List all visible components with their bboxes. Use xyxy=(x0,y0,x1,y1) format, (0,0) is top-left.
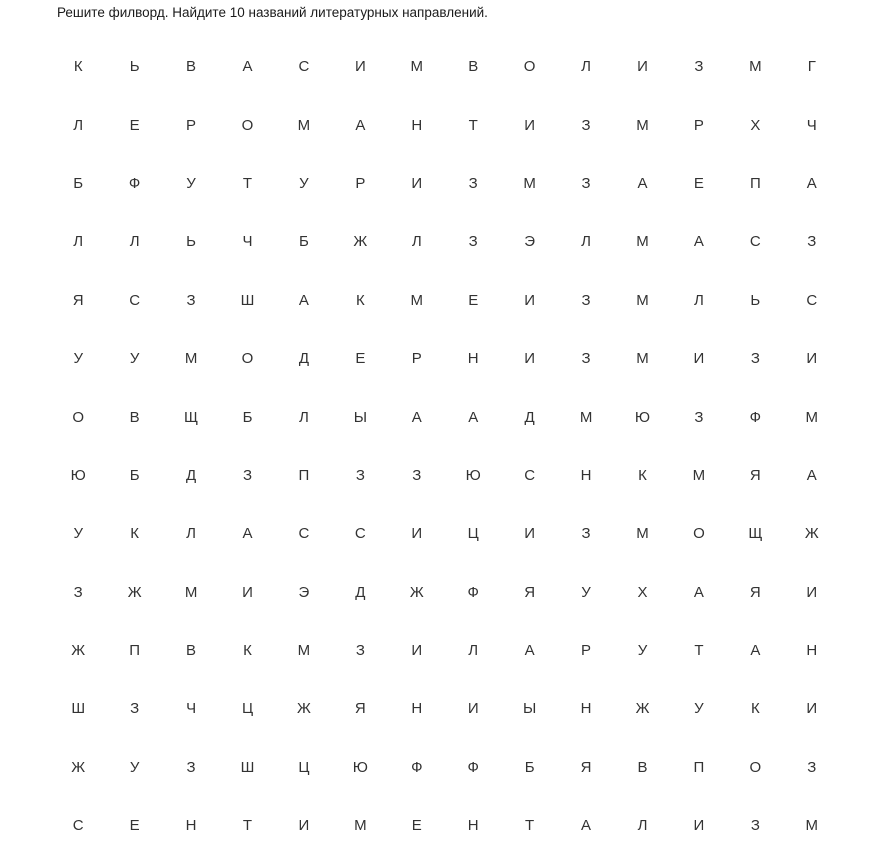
grid-cell[interactable]: Ш xyxy=(240,758,255,776)
grid-cell[interactable]: П xyxy=(693,758,705,776)
grid-cell[interactable]: А xyxy=(637,174,648,192)
grid-cell[interactable]: М xyxy=(354,817,367,835)
grid-cell[interactable]: Н xyxy=(467,350,479,368)
grid-cell[interactable]: Е xyxy=(129,817,140,835)
grid-cell[interactable]: М xyxy=(636,233,649,251)
grid-cell[interactable]: К xyxy=(638,466,647,484)
grid-cell[interactable]: Ч xyxy=(242,233,253,251)
grid-cell[interactable]: М xyxy=(636,350,649,368)
grid-cell[interactable]: И xyxy=(693,350,705,368)
grid-cell[interactable]: Р xyxy=(693,116,704,134)
grid-cell[interactable]: М xyxy=(184,583,198,601)
grid-cell[interactable]: Ж xyxy=(71,758,86,776)
grid-cell[interactable]: Ц xyxy=(298,758,310,776)
grid-cell[interactable]: М xyxy=(805,817,819,835)
grid-cell[interactable]: Ф xyxy=(128,174,141,192)
grid-cell[interactable]: З xyxy=(581,350,591,368)
grid-cell[interactable]: И xyxy=(693,817,705,835)
grid-cell[interactable]: М xyxy=(749,58,762,76)
grid-cell[interactable]: Щ xyxy=(184,408,199,426)
grid-cell[interactable]: Л xyxy=(299,408,309,426)
grid-cell[interactable]: А xyxy=(806,466,817,484)
grid-cell[interactable]: З xyxy=(694,408,704,426)
grid-cell[interactable]: Н xyxy=(467,817,479,835)
grid-cell[interactable]: Ж xyxy=(127,583,142,601)
grid-cell[interactable]: Ю xyxy=(352,758,368,776)
grid-cell[interactable]: М xyxy=(636,116,649,134)
grid-cell[interactable]: Ф xyxy=(411,758,423,776)
grid-cell[interactable]: С xyxy=(524,466,536,484)
grid-cell[interactable]: Ж xyxy=(71,642,86,660)
grid-cell[interactable]: К xyxy=(243,642,252,660)
grid-cell[interactable]: М xyxy=(805,408,819,426)
grid-cell[interactable]: Л xyxy=(73,233,84,251)
grid-cell[interactable]: И xyxy=(242,583,253,601)
grid-cell[interactable]: Н xyxy=(580,700,592,718)
grid-cell[interactable]: И xyxy=(806,583,818,601)
grid-cell[interactable]: И xyxy=(354,58,366,76)
grid-cell[interactable]: У xyxy=(299,174,309,192)
grid-cell[interactable]: Б xyxy=(242,408,253,426)
grid-cell[interactable]: З xyxy=(581,174,591,192)
grid-cell[interactable]: З xyxy=(242,466,253,484)
grid-cell[interactable]: Б xyxy=(129,466,140,484)
grid-cell[interactable]: Т xyxy=(525,817,535,835)
grid-cell[interactable]: А xyxy=(524,642,535,660)
grid-cell[interactable]: З xyxy=(186,758,196,776)
grid-cell[interactable]: Ш xyxy=(71,700,86,718)
grid-cell[interactable]: Н xyxy=(185,817,197,835)
grid-cell[interactable]: Б xyxy=(299,233,309,251)
grid-cell[interactable]: Е xyxy=(411,817,422,835)
grid-cell[interactable]: З xyxy=(581,116,591,134)
grid-cell[interactable]: Я xyxy=(580,758,592,776)
grid-cell[interactable]: М xyxy=(410,291,424,309)
grid-cell[interactable]: П xyxy=(749,174,761,192)
grid-cell[interactable]: Ж xyxy=(409,583,424,601)
grid-cell[interactable]: В xyxy=(186,642,197,660)
grid-cell[interactable]: О xyxy=(241,116,254,134)
grid-cell[interactable]: К xyxy=(750,700,760,718)
grid-cell[interactable]: У xyxy=(694,700,704,718)
grid-cell[interactable]: З xyxy=(750,817,760,835)
grid-cell[interactable]: В xyxy=(637,758,648,776)
grid-cell[interactable]: А xyxy=(298,291,309,309)
grid-cell[interactable]: З xyxy=(355,642,365,660)
grid-cell[interactable]: Ю xyxy=(634,408,651,426)
grid-cell[interactable]: У xyxy=(129,758,140,776)
grid-cell[interactable]: У xyxy=(73,350,83,368)
grid-cell[interactable]: Ь xyxy=(186,233,196,251)
grid-cell[interactable]: Т xyxy=(242,817,253,835)
grid-cell[interactable]: И xyxy=(806,350,818,368)
grid-cell[interactable]: Ч xyxy=(186,700,197,718)
grid-cell[interactable]: З xyxy=(807,233,817,251)
grid-cell[interactable]: М xyxy=(692,466,706,484)
grid-cell[interactable]: Р xyxy=(581,642,592,660)
grid-cell[interactable]: Ц xyxy=(241,700,254,718)
grid-cell[interactable]: Д xyxy=(185,466,197,484)
grid-cell[interactable]: Я xyxy=(749,466,761,484)
grid-cell[interactable]: С xyxy=(129,291,141,309)
grid-cell[interactable]: А xyxy=(242,58,253,76)
grid-cell[interactable]: Н xyxy=(806,642,818,660)
grid-cell[interactable]: С xyxy=(354,525,366,543)
grid-cell[interactable]: Л xyxy=(73,116,84,134)
grid-cell[interactable]: Н xyxy=(580,466,592,484)
grid-cell[interactable]: И xyxy=(524,525,536,543)
grid-cell[interactable]: Ф xyxy=(749,408,762,426)
grid-cell[interactable]: М xyxy=(410,58,424,76)
grid-cell[interactable]: Э xyxy=(524,233,536,251)
grid-cell[interactable]: Г xyxy=(807,58,816,76)
grid-cell[interactable]: Е xyxy=(129,116,140,134)
grid-cell[interactable]: Ю xyxy=(70,466,86,484)
grid-cell[interactable]: Р xyxy=(411,350,422,368)
grid-cell[interactable]: О xyxy=(241,350,254,368)
grid-cell[interactable]: З xyxy=(468,233,478,251)
grid-cell[interactable]: П xyxy=(298,466,310,484)
grid-cell[interactable]: Ф xyxy=(467,583,479,601)
grid-cell[interactable]: Д xyxy=(298,350,309,368)
grid-cell[interactable]: Б xyxy=(73,174,84,192)
grid-cell[interactable]: А xyxy=(242,525,253,543)
grid-cell[interactable]: З xyxy=(412,466,422,484)
grid-cell[interactable]: З xyxy=(73,583,83,601)
grid-cell[interactable]: М xyxy=(579,408,593,426)
grid-cell[interactable]: И xyxy=(411,642,423,660)
grid-cell[interactable]: Ж xyxy=(353,233,368,251)
grid-cell[interactable]: Ь xyxy=(129,58,140,76)
grid-cell[interactable]: А xyxy=(693,583,704,601)
grid-cell[interactable]: Л xyxy=(186,525,196,543)
grid-cell[interactable]: К xyxy=(73,58,83,76)
grid-cell[interactable]: Ы xyxy=(353,408,367,426)
grid-cell[interactable]: М xyxy=(184,350,198,368)
grid-cell[interactable]: Е xyxy=(693,174,704,192)
grid-cell[interactable]: Э xyxy=(298,583,310,601)
grid-cell[interactable]: Х xyxy=(637,583,648,601)
grid-cell[interactable]: С xyxy=(72,817,84,835)
grid-cell[interactable]: У xyxy=(637,642,648,660)
grid-cell[interactable]: Л xyxy=(637,817,648,835)
grid-cell[interactable]: Ы xyxy=(522,700,537,718)
grid-cell[interactable]: К xyxy=(355,291,365,309)
grid-cell[interactable]: У xyxy=(129,350,140,368)
grid-cell[interactable]: А xyxy=(693,233,704,251)
grid-cell[interactable]: Б xyxy=(524,758,535,776)
grid-cell[interactable]: Т xyxy=(242,174,253,192)
grid-cell[interactable]: К xyxy=(130,525,139,543)
grid-cell[interactable]: Ч xyxy=(806,116,817,134)
grid-cell[interactable]: Я xyxy=(72,291,84,309)
grid-cell[interactable]: В xyxy=(468,58,479,76)
grid-cell[interactable]: Е xyxy=(468,291,479,309)
grid-cell[interactable]: И xyxy=(467,700,479,718)
grid-cell[interactable]: Н xyxy=(411,116,423,134)
grid-cell[interactable]: В xyxy=(186,58,197,76)
grid-cell[interactable]: У xyxy=(581,583,591,601)
grid-cell[interactable]: И xyxy=(806,700,818,718)
grid-cell[interactable]: С xyxy=(298,58,310,76)
grid-cell[interactable]: В xyxy=(129,408,140,426)
grid-cell[interactable]: З xyxy=(694,58,704,76)
instruction-text: Решите филворд. Найдите 10 названий литературных направлений. xyxy=(57,5,488,20)
grid-cell[interactable]: Л xyxy=(411,233,422,251)
grid-cell[interactable]: Д xyxy=(524,408,535,426)
grid-cell[interactable]: Т xyxy=(694,642,704,660)
grid-cell[interactable]: Н xyxy=(411,700,423,718)
grid-cell[interactable]: О xyxy=(693,525,705,543)
grid-cell[interactable]: И xyxy=(298,817,310,835)
grid-cell[interactable]: Р xyxy=(355,174,366,192)
grid-cell[interactable]: Л xyxy=(581,233,591,251)
grid-cell[interactable]: А xyxy=(468,408,479,426)
grid-cell[interactable]: У xyxy=(73,525,83,543)
grid-cell[interactable]: Т xyxy=(468,116,478,134)
grid-cell[interactable]: Ш xyxy=(240,291,255,309)
grid-cell[interactable]: А xyxy=(750,642,761,660)
grid-cell[interactable]: Я xyxy=(354,700,366,718)
grid-cell[interactable]: З xyxy=(186,291,196,309)
grid-cell[interactable]: С xyxy=(749,233,761,251)
grid-cell[interactable]: Е xyxy=(355,350,366,368)
grid-cell[interactable]: М xyxy=(297,642,311,660)
grid-cell[interactable]: Ж xyxy=(296,700,311,718)
word-search-grid xyxy=(50,38,840,855)
grid-cell[interactable]: З xyxy=(355,466,365,484)
grid-cell[interactable]: У xyxy=(186,174,196,192)
grid-cell[interactable]: А xyxy=(806,174,817,192)
grid-cell[interactable]: З xyxy=(750,350,760,368)
grid-cell[interactable]: Л xyxy=(581,58,591,76)
grid-cell[interactable]: Д xyxy=(355,583,366,601)
grid-cell[interactable]: Х xyxy=(750,116,761,134)
grid-cell[interactable]: И xyxy=(524,291,536,309)
grid-cell[interactable]: М xyxy=(297,116,311,134)
grid-cell[interactable]: И xyxy=(637,58,648,76)
grid-cell[interactable]: М xyxy=(636,291,649,309)
grid-cell[interactable]: М xyxy=(636,525,649,543)
grid-cell[interactable]: Л xyxy=(129,233,140,251)
grid-cell[interactable]: Р xyxy=(186,116,197,134)
grid-cell[interactable]: А xyxy=(355,116,366,134)
grid-cell[interactable]: Ь xyxy=(750,291,761,309)
grid-cell[interactable]: П xyxy=(129,642,141,660)
grid-cell[interactable]: Ж xyxy=(804,525,819,543)
grid-cell[interactable]: М xyxy=(523,174,536,192)
grid-cell[interactable]: Ж xyxy=(635,700,650,718)
grid-cell[interactable]: А xyxy=(411,408,422,426)
grid-cell[interactable]: О xyxy=(523,58,536,76)
grid-cell[interactable]: З xyxy=(581,291,591,309)
grid-cell[interactable]: Л xyxy=(468,642,479,660)
grid-cell[interactable]: С xyxy=(806,291,818,309)
grid-cell[interactable]: И xyxy=(411,525,423,543)
grid-cell[interactable]: Л xyxy=(694,291,704,309)
grid-cell[interactable]: И xyxy=(524,350,536,368)
grid-cell[interactable]: З xyxy=(581,525,591,543)
grid-cell[interactable]: С xyxy=(298,525,310,543)
grid-cell[interactable]: З xyxy=(468,174,478,192)
grid-cell[interactable]: Щ xyxy=(748,525,763,543)
grid-cell[interactable]: А xyxy=(581,817,592,835)
grid-cell[interactable]: И xyxy=(411,174,423,192)
grid-cell[interactable]: О xyxy=(72,408,85,426)
grid-cell[interactable]: Я xyxy=(524,583,536,601)
grid-cell[interactable]: Ц xyxy=(467,525,479,543)
grid-cell[interactable]: З xyxy=(807,758,817,776)
grid-cell[interactable]: О xyxy=(749,758,762,776)
grid-cell[interactable]: Ю xyxy=(465,466,481,484)
grid-cell[interactable]: Ф xyxy=(467,758,479,776)
grid-cell[interactable]: И xyxy=(524,116,536,134)
grid-cell[interactable]: З xyxy=(130,700,140,718)
grid-cell[interactable]: Я xyxy=(749,583,761,601)
